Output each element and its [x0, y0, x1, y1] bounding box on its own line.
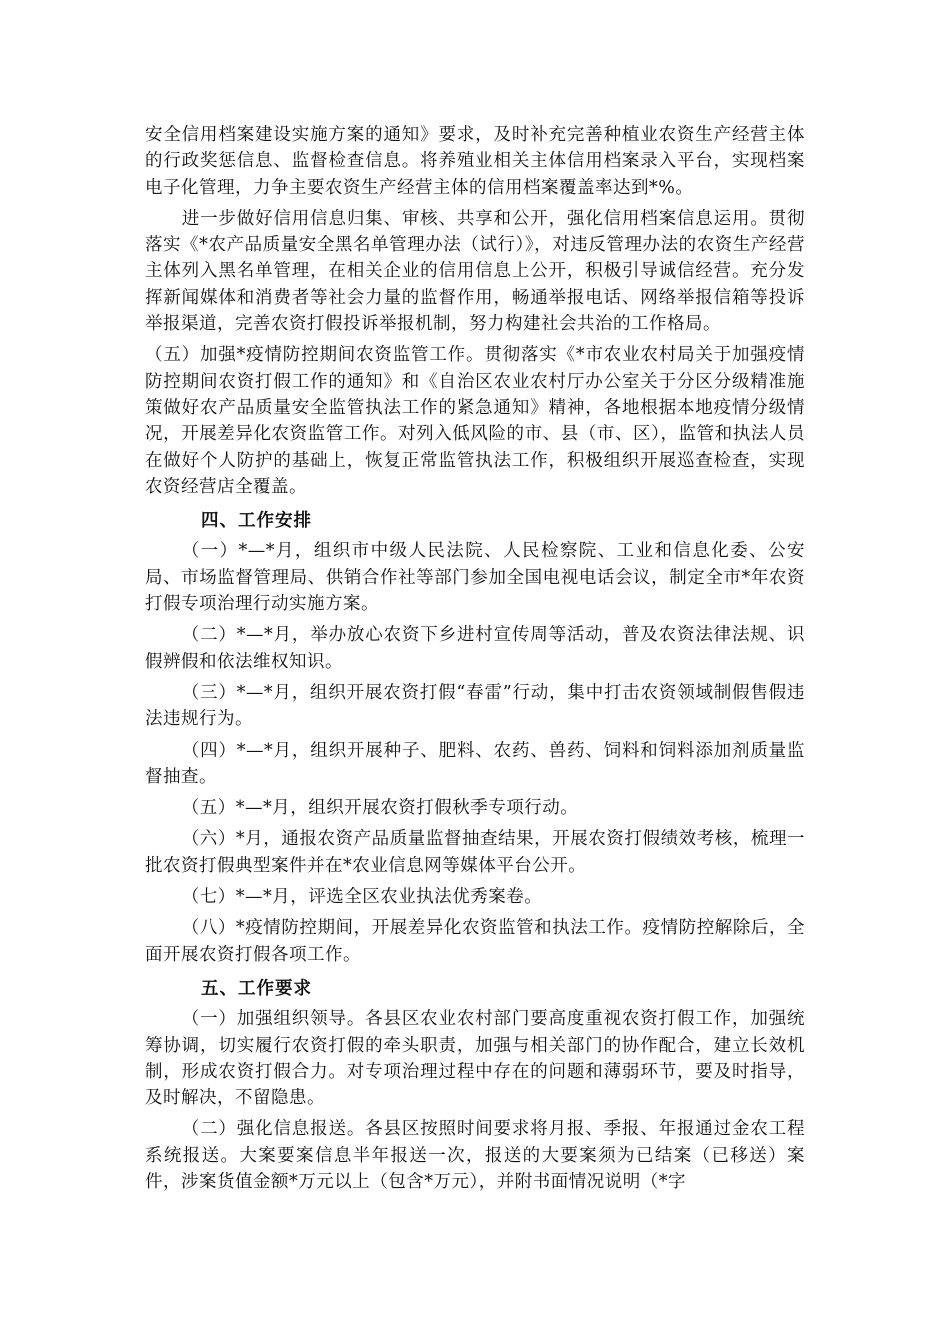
document-body: [145, 122, 805, 1195]
section-heading-work-arrangement: 四、工作安排: [201, 511, 312, 532]
paragraph-credit-archive: 安全信用档案建设实施方案的通知》要求，及时补充完善种植业农资生产经营主体的行政奖惩信息、监督检查信息。将养殖业相关主体信用档案录入平台，实现档案电子化管理，力争主要农资生产经营主体的信用档案覆盖率达到*%。: [145, 125, 805, 198]
arrangement-item-5: （五）*—*月，组织开展农资打假秋季专项行动。: [181, 798, 579, 819]
arrangement-item-2: （二）*—*月，举办放心农资下乡进村宣传周等活动，普及农资法律法规、识假辨假和依法维权知识。: [145, 625, 805, 672]
requirement-item-1: （一）加强组织领导。各县区农业农村部门要高度重视农资打假工作，加强统筹协调，切实履行农资打假的牵头职责，加强与相关部门的协作配合，建立长效机制，形成农资打假合力。对专项治理过程中存在的问题和薄弱环节，要及时指导，及时解决，不留隐患。: [145, 1009, 805, 1109]
arrangement-item-8: （八）*疫情防控期间，开展差异化农资监管和执法工作。疫情防控解除后，全面开展农资打假各项工作。: [145, 918, 805, 965]
arrangement-item-7: （七）*—*月，评选全区农业执法优秀案卷。: [181, 887, 543, 908]
arrangement-item-1: （一）*—*月，组织市中级人民法院、人民检察院、工业和信息化委、公安局、市场监督管理局、供销合作社等部门参加全国电视电话会议，制定全市*年农资打假专项治理行动实施方案。: [145, 541, 805, 615]
arrangement-item-4: （四）*—*月，组织开展种子、肥料、农药、兽药、饲料和饲料添加剂质量监督抽查。: [145, 740, 805, 787]
arrangement-item-3: （三）*—*月，组织开展农资打假“春雷”行动，集中打击农资领域制假售假违法违规行为。: [145, 682, 805, 730]
requirement-item-2: （二）强化信息报送。各县区按照时间要求将月报、季报、年报通过金农工程系统报送。大案要案信息半年报送一次，报送的大要案须为已结案（已移送）案件，涉案货值金额*万元以上（包含*万元），并附书面情况说明（*字: [145, 1119, 805, 1192]
paragraph-epidemic-supervision: （五）加强*疫情防控期间农资监管工作。贯彻落实《*市农业农村局关于加强疫情防控期间农资打假工作的通知》和《自治区农业农村厅办公室关于分区分级精准施策做好农产品质量安全监管执法工作的紧急通知》精神，各地根据本地疫情分级情况，开展差异化农资监管工作。对列入低风险的市、县（市、区），监管和执法人员在做好个人防护的基础上，恢复正常监管执法工作，积极组织开展巡查检查，实现农资经营店全覆盖。: [145, 345, 805, 497]
section-heading-work-requirements: 五、工作要求: [201, 978, 312, 999]
paragraph-credit-info: 进一步做好信用信息归集、审核、共享和公开，强化信用档案信息运用。贯彻落实《*农产品质量安全黑名单管理办法（试行）》，对违反管理办法的农资生产经营主体列入黑名单管理，在相关企业的信用信息上公开，积极引导诚信经营。充分发挥新闻媒体和消费者等社会力量的监督作用，畅通举报电话、网络举报信箱等投诉举报渠道，完善农资打假投诉举报机制，努力构建社会共治的工作格局。: [145, 208, 805, 335]
arrangement-item-6: （六）*月，通报农资产品质量监督抽查结果，开展农资打假绩效考核，梳理一批农资打假典型案件并在*农业信息网等媒体平台公开。: [145, 829, 805, 876]
